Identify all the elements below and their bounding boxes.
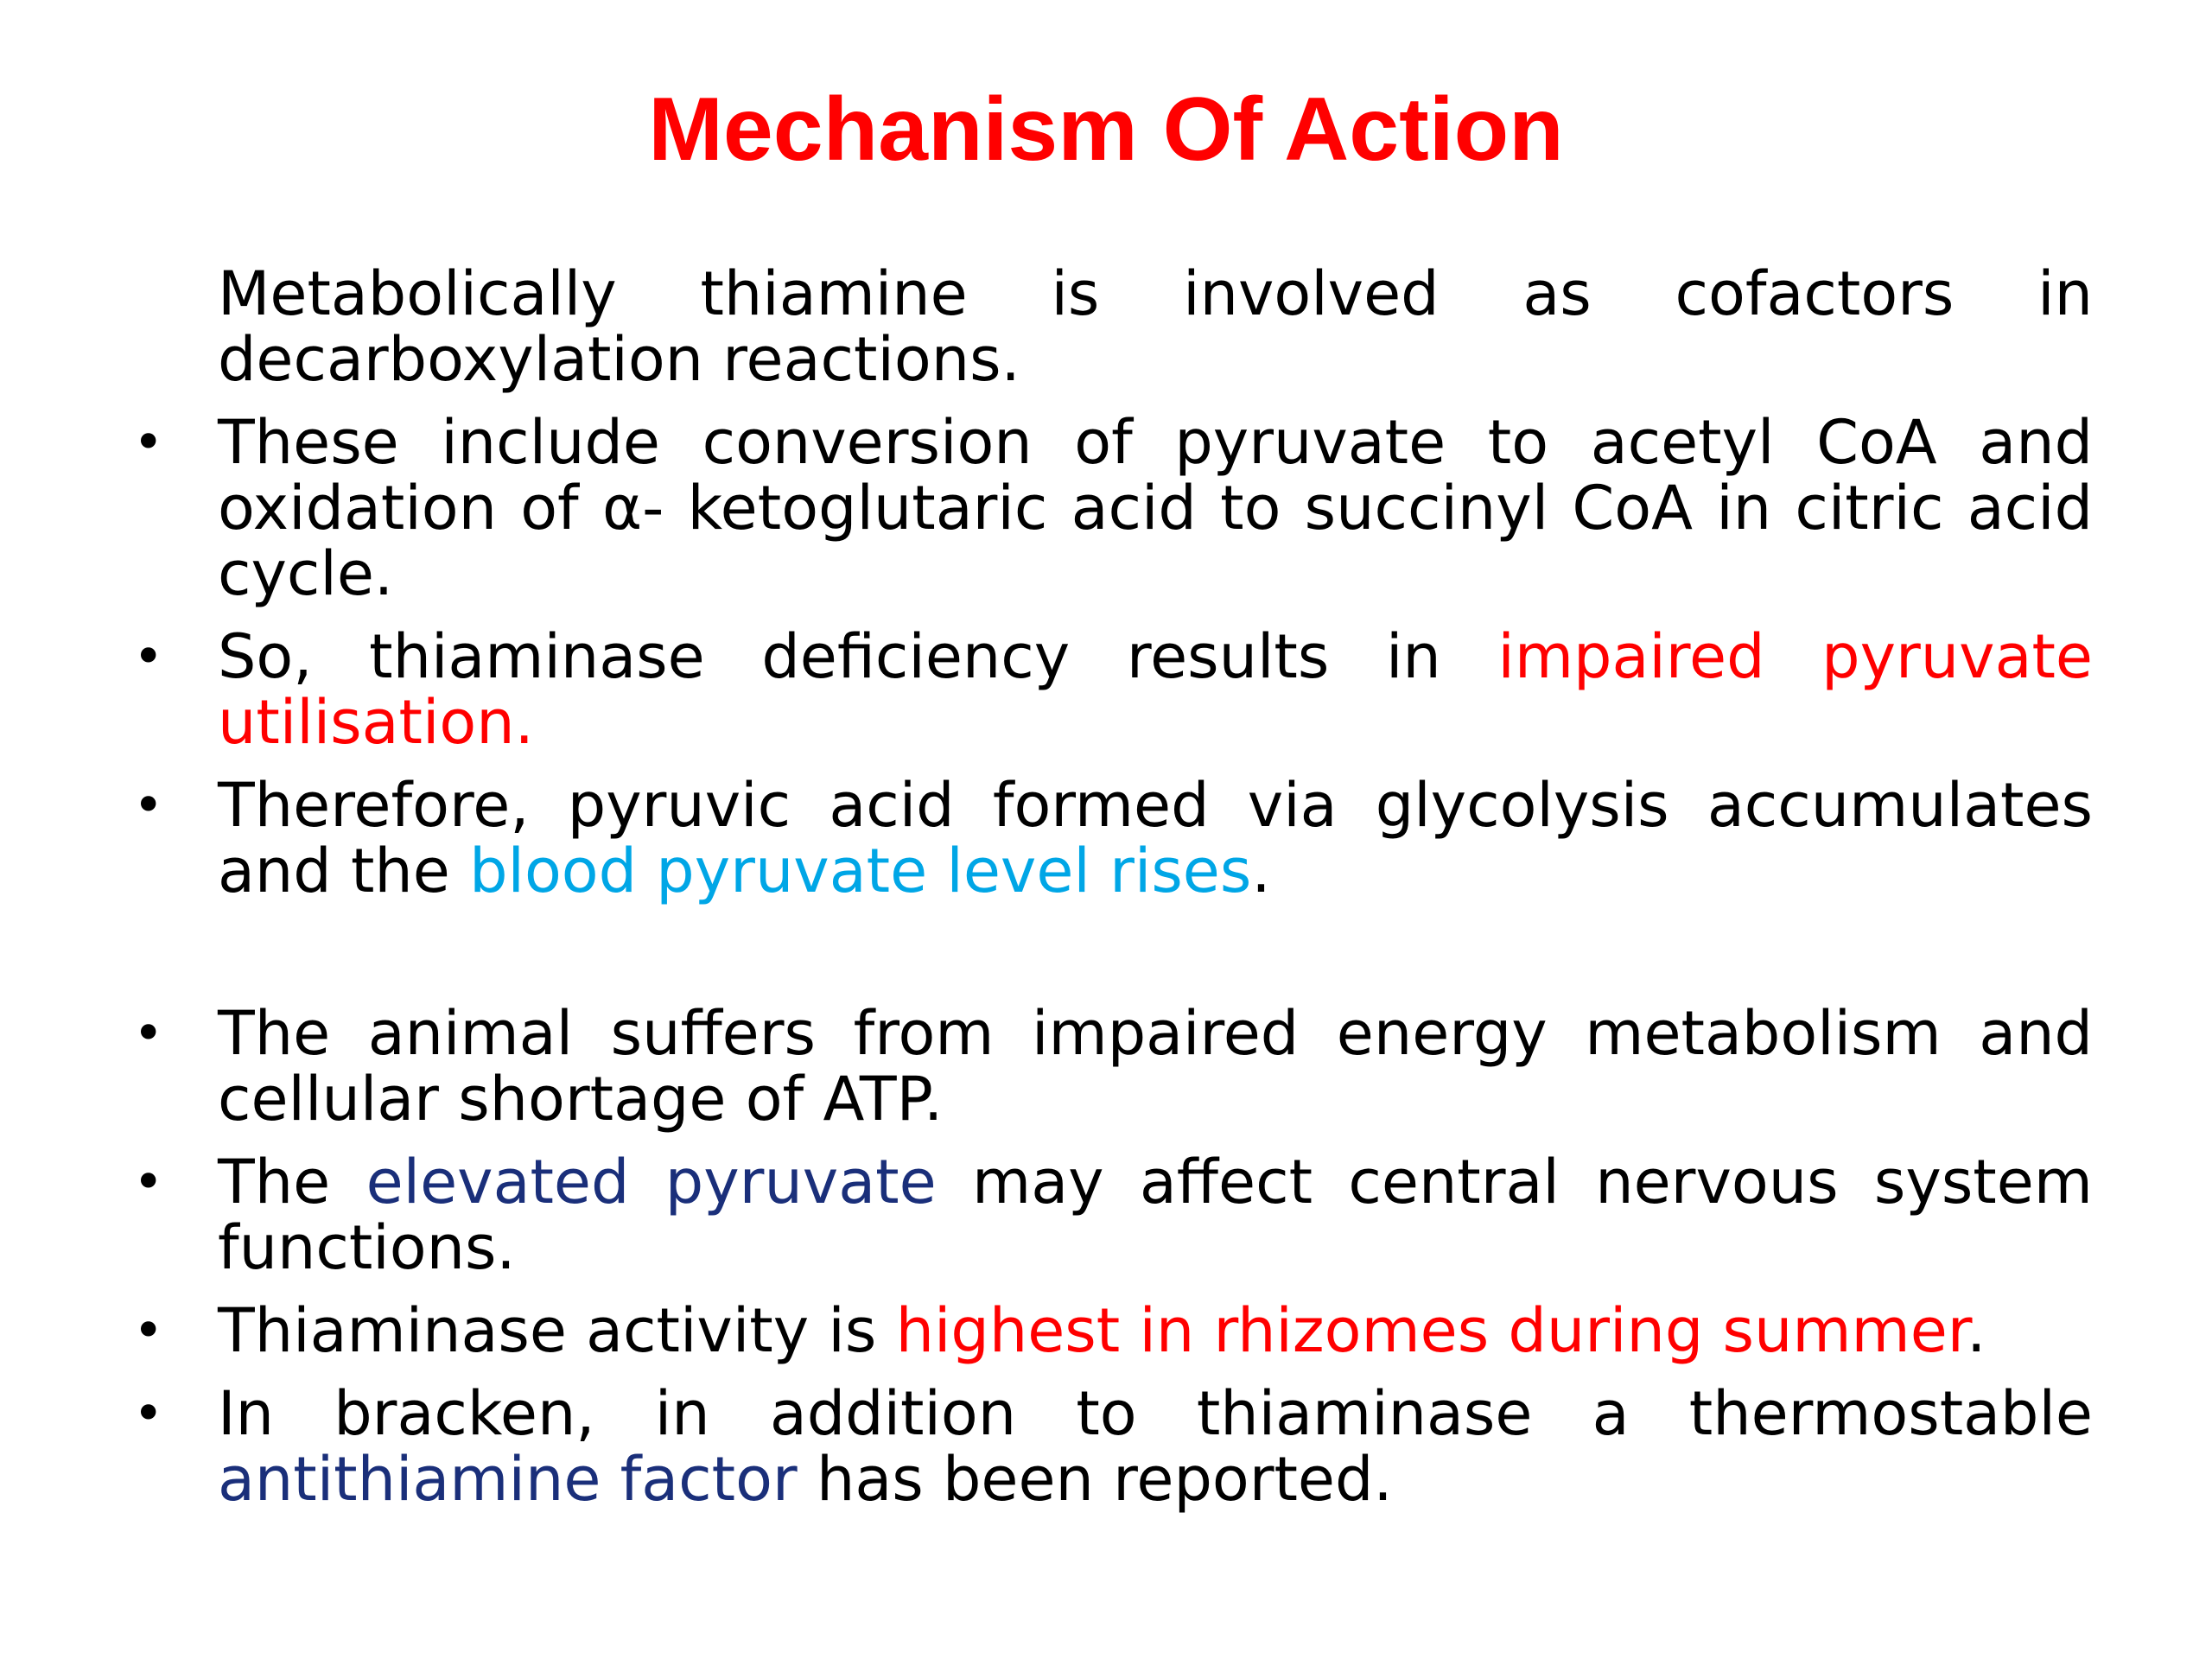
highlight-impaired-pyruvate: impaired pyruvate utilisation. <box>218 621 2094 758</box>
bullet-item-cns <box>133 1147 2093 1283</box>
bullet-text-end: . <box>1251 836 1271 906</box>
bullet-text: Therefore, pyruvic acid formed via glycolysis accumulates and the <box>218 770 2093 906</box>
bullet-item-deficiency <box>133 621 2094 758</box>
bullet-text-end: may affect central nervous system functions. <box>218 1147 2093 1283</box>
bullet-text: In bracken, in addition to thiaminase a thermostable <box>218 1378 2093 1449</box>
bullet-dot-icon: • <box>133 775 164 836</box>
bullet-dot-icon: • <box>133 1003 164 1064</box>
bullet-text-end: . <box>1967 1295 1986 1366</box>
bullet-item-conversion <box>133 407 2093 609</box>
bullet-dot-icon: • <box>133 1152 164 1212</box>
bullet-text: These include conversion of pyruvate to acetyl CoA and oxidation of α- ketoglutaric acid to succinyl CoA in citric acid cycle. <box>218 407 2093 609</box>
slide-title: Mechanism Of Action <box>648 79 1564 180</box>
bullet-text: The animal suffers from impaired energy metabolism and cellular shortage of ATP. <box>218 998 2093 1135</box>
highlight-elevated-pyruvate: elevated pyruvate <box>365 1147 937 1217</box>
bullet-text: The <box>218 1147 366 1217</box>
bullet-item-accumulation <box>133 770 2093 906</box>
highlight-rhizomes-summer: highest in rhizomes during summer <box>895 1295 1967 1366</box>
bullet-item-energy <box>133 998 2093 1135</box>
bullet-item-thiaminase-activity <box>133 1295 2093 1366</box>
highlight-blood-pyruvate: blood pyruvate level rises <box>469 836 1252 906</box>
bullet-text-end: has been reported. <box>797 1444 1393 1515</box>
bullet-text: So, thiaminase deficiency results in <box>218 621 1498 692</box>
bullet-dot-icon: • <box>133 412 164 473</box>
highlight-antithiamine-factor: antithiamine factor <box>218 1444 798 1515</box>
bullet-item-bracken <box>133 1378 2093 1515</box>
bullet-dot-icon: • <box>133 1300 164 1361</box>
bullet-text: Thiaminase activity is <box>218 1295 896 1366</box>
bullet-dot-icon: • <box>133 1383 164 1444</box>
bullet-dot-icon: • <box>133 626 164 687</box>
intro-paragraph: Metabolically thiamine is involved as cofactors in decarboxylation reactions. <box>218 258 2093 395</box>
